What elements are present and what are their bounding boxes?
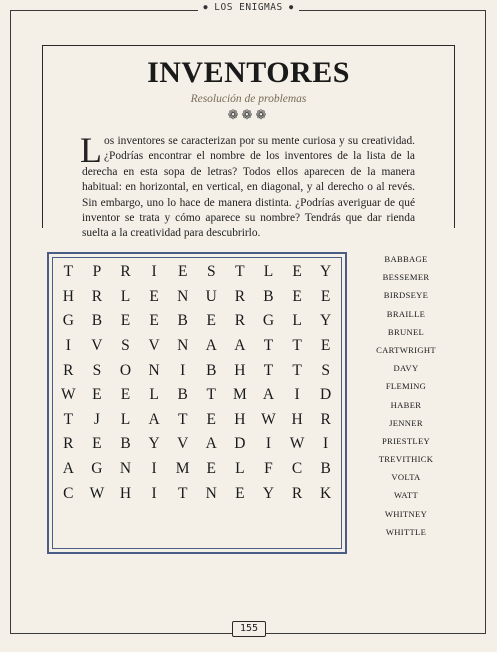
grid-letter: M <box>232 386 247 404</box>
grid-letter: B <box>91 312 103 330</box>
grid-letter: C <box>63 484 74 502</box>
grid-letter: R <box>63 361 74 379</box>
word-list-item: BRUNEL <box>387 326 425 337</box>
grid-letter: M <box>175 460 190 478</box>
grid-letter: L <box>292 312 302 330</box>
grid-letter: R <box>63 435 74 453</box>
section-label: LOS ENIGMAS <box>214 2 283 13</box>
grid-letter: A <box>205 337 217 355</box>
grid-letter: E <box>292 263 302 281</box>
word-search-grid <box>54 260 340 531</box>
grid-letter: T <box>263 361 274 379</box>
grid-letter: O <box>119 361 132 379</box>
grid-letter: T <box>63 263 74 281</box>
grid-letter: T <box>177 484 188 502</box>
grid-letter: W <box>289 435 305 453</box>
word-list-item: BIRDSEYE <box>383 290 429 301</box>
word-list <box>370 250 442 541</box>
grid-letter: E <box>320 287 331 305</box>
grid-letter: A <box>234 337 246 355</box>
grid-letter: L <box>149 386 159 404</box>
grid-letter: W <box>261 410 276 428</box>
grid-letter: H <box>62 287 74 305</box>
grid-letter: R <box>320 410 331 428</box>
grid-letter: W <box>89 484 105 502</box>
grid-letter: G <box>62 312 74 330</box>
grid-letter: T <box>292 361 302 379</box>
drop-cap: L <box>80 130 102 170</box>
grid-letter: Y <box>320 312 332 330</box>
grid-letter: E <box>92 435 102 453</box>
word-list-item: VOLTA <box>391 472 421 483</box>
grid-letter: I <box>65 337 71 355</box>
grid-letter: B <box>177 386 188 404</box>
grid-letter: S <box>206 263 216 281</box>
grid-letter: E <box>320 337 331 355</box>
grid-letter: I <box>151 460 157 478</box>
word-list-item: BESSEMER <box>382 272 430 283</box>
grid-letter: E <box>149 312 159 330</box>
grid-letter: E <box>149 287 159 305</box>
grid-letter: E <box>120 386 131 404</box>
grid-letter: A <box>148 410 160 428</box>
grid-letter: F <box>264 460 273 478</box>
grid-letter: E <box>206 410 216 428</box>
word-list-item: CARTWRIGHT <box>376 344 436 355</box>
grid-letter: A <box>62 460 74 478</box>
grid-letter: R <box>234 287 246 305</box>
grid-letter: H <box>291 410 303 428</box>
word-list-item: WHITNEY <box>384 508 428 519</box>
grid-letter: B <box>206 361 217 379</box>
grid-letter: S <box>92 361 102 379</box>
bullet-icon: ● <box>203 3 209 11</box>
grid-letter: H <box>234 361 246 379</box>
grid-letter: E <box>206 312 216 330</box>
word-list-item: JENNER <box>389 417 423 428</box>
grid-letter: I <box>265 435 272 453</box>
grid-letter: N <box>148 361 160 379</box>
intro-text: os inventores se caracterizan por su mente curiosa y su creatividad. ¿Podrías encontrar el nombre de los inventores de la lista de la derecha en esta sopa de letras? Todos ellos aparecen de la manera habitual: en horizontal, en vertical, en diagonal, y al derecho o al revés. Sin embargo, uno lo hace de manera distinta. ¿Podrías averiguar de qué inventor se trata y cómo aparece su nombre? Tendrás que dar rienda suelta a la creatividad para descubrirlo. <box>82 135 415 240</box>
grid-letter: I <box>151 263 157 281</box>
flower-ornament-icons: ❁❁❁ <box>227 107 270 122</box>
word-list-item: BRAILLE <box>386 308 426 319</box>
grid-letter: B <box>320 460 331 478</box>
word-list-item: WATT <box>393 490 419 501</box>
grid-letter: T <box>263 337 274 355</box>
word-list-item: FLEMING <box>385 381 427 392</box>
grid-letter: P <box>92 263 102 281</box>
word-list-item: WHITTLE <box>385 526 427 537</box>
grid-letter: H <box>119 484 132 502</box>
grid-letter: N <box>177 337 189 355</box>
grid-letter: I <box>151 484 157 502</box>
section-header <box>0 2 497 13</box>
grid-letter: U <box>205 287 217 305</box>
grid-letter: E <box>235 484 245 502</box>
grid-letter: I <box>294 386 300 404</box>
grid-letter: I <box>323 435 329 453</box>
grid-letter: I <box>180 361 186 379</box>
grid-letter: N <box>177 287 189 305</box>
word-list-item: PRIESTLEY <box>381 435 431 446</box>
bullet-icon: ● <box>288 3 294 11</box>
grid-letter: L <box>120 287 131 305</box>
grid-letter: R <box>91 287 103 305</box>
grid-letter: T <box>235 263 245 281</box>
grid-letter: J <box>93 410 100 428</box>
grid-letter: E <box>206 460 216 478</box>
grid-letter: B <box>120 435 131 453</box>
grid-letter: Y <box>148 435 160 453</box>
grid-letter: E <box>292 287 302 305</box>
grid-letter: N <box>119 460 132 478</box>
grid-letter: A <box>262 386 275 404</box>
grid-letter: D <box>234 435 246 453</box>
grid-letter: R <box>291 484 303 502</box>
grid-letter: V <box>91 337 103 355</box>
grid-letter: G <box>262 312 275 330</box>
grid-letter: B <box>263 287 274 305</box>
word-list-item: BABBAGE <box>384 254 428 264</box>
page-number: 155 <box>232 621 266 637</box>
page-subtitle: Resolución de problemas <box>190 93 307 105</box>
grid-letter: K <box>320 484 332 502</box>
grid-letter: B <box>177 312 188 330</box>
grid-letter: V <box>148 337 160 355</box>
grid-letter: E <box>92 386 102 404</box>
grid-letter: N <box>205 484 217 502</box>
grid-letter: H <box>234 410 246 428</box>
grid-letter: L <box>120 410 131 428</box>
grid-letter: W <box>60 386 76 404</box>
grid-letter: Y <box>320 263 332 281</box>
grid-letter: A <box>205 435 217 453</box>
page-title: INVENTORES <box>147 56 350 89</box>
grid-letter: S <box>121 337 130 355</box>
grid-letter: D <box>320 386 332 404</box>
grid-letter: L <box>263 263 274 281</box>
grid-letter: C <box>291 460 303 478</box>
grid-letter: T <box>177 410 188 428</box>
grid-letter: Y <box>262 484 275 502</box>
word-list-item: HABER <box>390 399 422 410</box>
grid-letter: L <box>235 460 245 478</box>
grid-letter: T <box>292 337 302 355</box>
grid-letter: T <box>206 386 216 404</box>
word-list-item: DAVY <box>393 363 419 374</box>
grid-letter: V <box>177 435 189 453</box>
grid-letter: E <box>177 263 188 281</box>
grid-letter: S <box>321 361 330 379</box>
grid-letter: T <box>63 410 74 428</box>
word-list-item: TREVITHICK <box>378 454 434 465</box>
intro-paragraph <box>80 130 415 242</box>
grid-letter: R <box>234 312 246 330</box>
grid-letter: G <box>91 460 103 478</box>
grid-letter: E <box>120 312 131 330</box>
grid-letter: R <box>120 263 131 281</box>
